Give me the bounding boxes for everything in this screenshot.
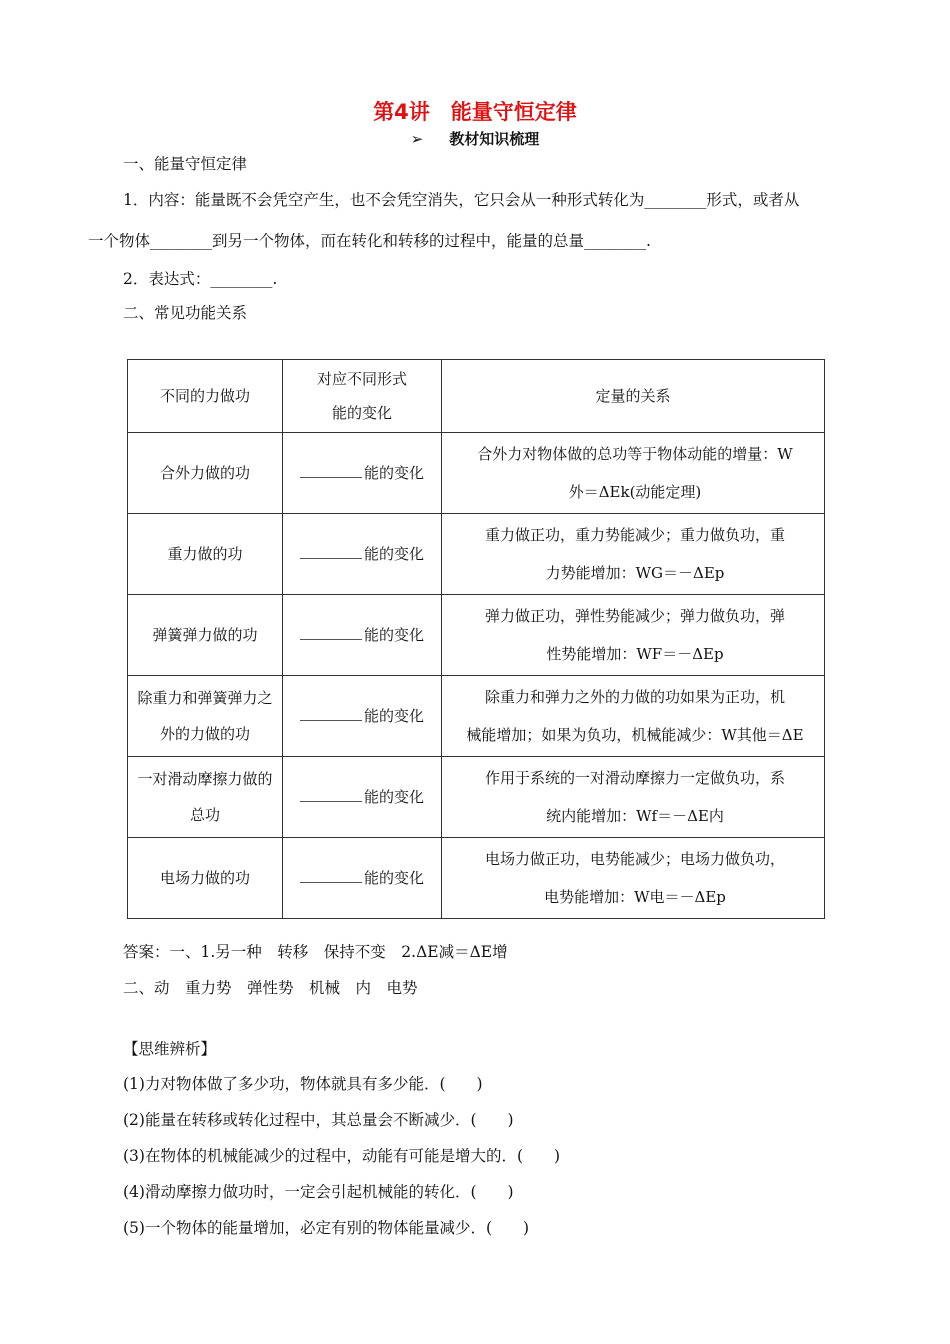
row-change — [283, 676, 442, 757]
section-subtitle — [0, 128, 950, 149]
work-energy-table — [127, 359, 825, 919]
table-row — [128, 595, 825, 676]
row-change-text: 能的变化 — [363, 788, 424, 806]
section1-item1-line1: 1．内容：能量既不会凭空产生，也不会凭空消失，它只会从一种形式转化为________形式，或者从 — [123, 191, 800, 209]
section2-heading: 二、常见功能关系 — [123, 304, 248, 322]
thinking-item: (3)在物体的机械能减少的过程中，动能有可能是增大的．( ) — [123, 1147, 561, 1165]
row-change-text: 能的变化 — [363, 545, 424, 563]
row-force: 合外力做的功 — [128, 433, 283, 514]
row-force: 重力做的功 — [128, 514, 283, 595]
thinking-heading: 【思维辨析】 — [123, 1040, 217, 1058]
relation-line-2: 电势能增加：W电＝－ΔEp — [544, 888, 726, 906]
row-relation — [442, 757, 825, 838]
table-header-row — [128, 360, 825, 433]
answer-blank — [300, 787, 362, 802]
arrow-bullet-icon: ➢ — [410, 130, 424, 148]
relation-line-1: 除重力和弹力之外的力做的功如果为正功，机 — [484, 688, 785, 706]
relation-line-2: 性势能增加：WF＝－ΔEp — [546, 645, 724, 663]
relation-line-1: 弹力做正功，弹性势能减少；弹力做负功，弹 — [484, 607, 785, 625]
row-force: 一对滑动摩擦力做的总功 — [128, 757, 283, 838]
header-relation: 定量的关系 — [442, 360, 825, 433]
row-change — [283, 757, 442, 838]
relation-line-1: 作用于系统的一对滑动摩擦力一定做负功，系 — [484, 769, 785, 787]
row-force: 电场力做的功 — [128, 838, 283, 919]
thinking-item: (1)力对物体做了多少功，物体就具有多少能．( ) — [123, 1075, 483, 1093]
row-relation — [442, 595, 825, 676]
relation-line-1: 重力做正功，重力势能减少；重力做负功，重 — [484, 526, 785, 544]
thinking-item: (4)滑动摩擦力做功时，一定会引起机械能的转化．( ) — [123, 1183, 514, 1201]
answers-line-1: 答案：一、1.另一种 转移 保持不变 2.ΔE减＝ΔE增 — [123, 943, 508, 961]
row-relation — [442, 676, 825, 757]
answer-blank — [300, 625, 362, 640]
answer-blank — [300, 463, 362, 478]
header-change: 对应不同形式能的变化 — [283, 360, 442, 433]
thinking-item: (5)一个物体的能量增加，必定有别的物体能量减少．( ) — [123, 1219, 530, 1237]
subtitle-text: 教材知识梳理 — [449, 130, 540, 148]
row-change — [283, 433, 442, 514]
table-row — [128, 514, 825, 595]
row-change-text: 能的变化 — [363, 464, 424, 482]
page-title: 第4讲 能量守恒定律 — [373, 100, 577, 124]
row-relation — [442, 514, 825, 595]
thinking-item: (2)能量在转移或转化过程中，其总量会不断减少．( ) — [123, 1111, 514, 1129]
table-row — [128, 433, 825, 514]
row-relation — [442, 838, 825, 919]
table-row — [128, 838, 825, 919]
row-change-text: 能的变化 — [363, 626, 424, 644]
table-row — [128, 757, 825, 838]
relation-line-2: 外＝ΔEk(动能定理) — [568, 483, 702, 501]
relation-line-2: 力势能增加：WG＝－ΔEp — [545, 564, 725, 582]
answers-line-2: 二、动 重力势 弹性势 机械 内 电势 — [123, 979, 418, 997]
answer-blank — [300, 706, 362, 721]
relation-line-2: 统内能增加：Wf＝－ΔE内 — [546, 807, 724, 825]
answer-blank — [300, 868, 362, 883]
row-change-text: 能的变化 — [363, 707, 424, 725]
relation-line-1: 合外力对物体做的总功等于物体动能的增量：W — [477, 445, 793, 463]
row-change — [283, 514, 442, 595]
row-change — [283, 838, 442, 919]
row-change — [283, 595, 442, 676]
relation-line-1: 电场力做正功，电势能减少；电场力做负功， — [484, 850, 785, 868]
section1-item2: 2．表达式：________. — [123, 270, 278, 288]
answer-blank — [300, 544, 362, 559]
row-force: 弹簧弹力做的功 — [128, 595, 283, 676]
relation-line-2: 械能增加；如果为负功，机械能减少：W其他＝ΔE — [466, 726, 804, 744]
row-relation — [442, 433, 825, 514]
row-force: 除重力和弹簧弹力之外的力做的功 — [128, 676, 283, 757]
section1-heading: 一、能量守恒定律 — [123, 155, 248, 173]
table-row — [128, 676, 825, 757]
header-force: 不同的力做功 — [128, 360, 283, 433]
section1-item1-line2: 一个物体________到另一个物体，而在转化和转移的过程中，能量的总量________. — [88, 232, 651, 250]
row-change-text: 能的变化 — [363, 869, 424, 887]
